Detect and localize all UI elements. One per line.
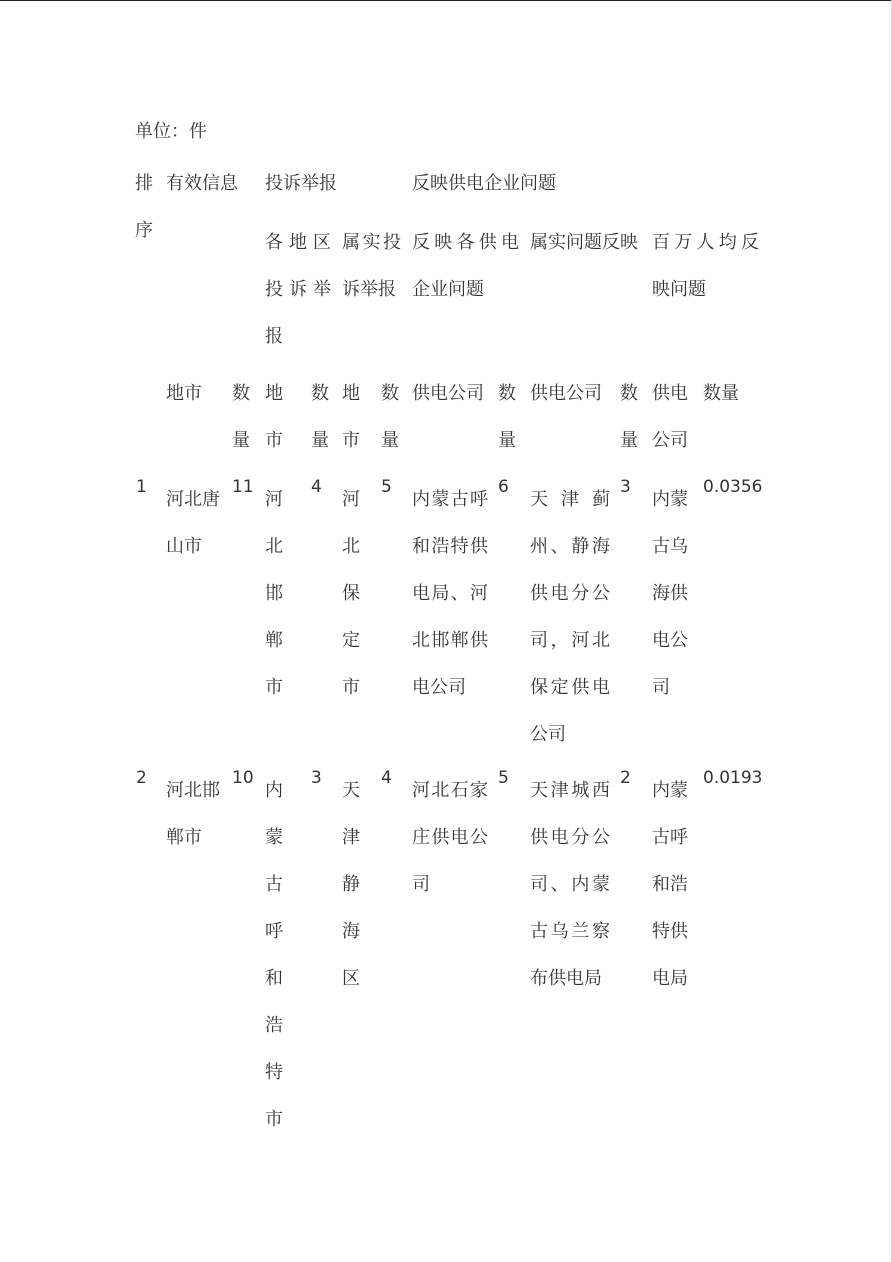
row-2-valid-city: 河北邯 郸市 [166, 780, 220, 848]
unit-label: 单位：件 [135, 121, 207, 142]
row-2-per-million-value: 0.0193 [703, 768, 763, 788]
row-1-complaint-count: 4 [311, 477, 322, 497]
row-2-verified-count: 4 [381, 768, 392, 788]
row-1-verified-count: 5 [381, 477, 392, 497]
verified-problems-header: 属实问题反映 [530, 232, 638, 253]
sub-city-3: 地 市 [342, 383, 360, 451]
row-1-verified-city: 河 北 保 定 市 [342, 489, 360, 698]
valid-info-header: 有效信息 [166, 173, 238, 194]
sub-company-3: 供电 公司 [652, 383, 688, 451]
supply-problems-header: 反映供电企业问题 [412, 173, 556, 194]
row-2-verified-problem-count: 2 [620, 768, 631, 788]
row-1-valid-city: 河北唐 山市 [166, 489, 220, 557]
sub-count-5: 数 量 [620, 383, 638, 451]
sub-city-2: 地 市 [265, 383, 283, 451]
complaints-header: 投诉举报 [265, 173, 337, 194]
sub-company-2: 供电公司 [530, 383, 602, 404]
row-2-problem-company: 河北石家 庄供电公 司 [412, 780, 488, 895]
row-1-rank: 1 [136, 477, 147, 497]
row-2-verified-city: 天 津 静 海 区 [342, 780, 360, 989]
row-1-problem-company: 内蒙古呼 和浩特供 电局、河 北邯郸供 电公司 [412, 489, 488, 698]
rank-header: 排 序 [135, 173, 153, 241]
region-complaints-header: 各地区 投诉举 报 [265, 232, 331, 347]
sub-count-3: 数 量 [381, 383, 399, 451]
row-2-problem-count: 5 [498, 768, 509, 788]
sub-amount: 数量 [703, 383, 739, 404]
row-1-valid-count: 11 [232, 477, 254, 497]
row-2-complaint-count: 3 [311, 768, 322, 788]
sub-company-1: 供电公司 [412, 383, 484, 404]
row-1-problem-count: 6 [498, 477, 509, 497]
row-2-complaint-city: 内 蒙 古 呼 和 浩 特 市 [265, 780, 283, 1130]
row-2-rank: 2 [136, 768, 147, 788]
row-1-complaint-city: 河 北 邯 郸 市 [265, 489, 283, 698]
row-2-verified-company: 天津城西 供电分公 司、内蒙 古乌兰察 布供电局 [530, 780, 610, 989]
sub-count-2: 数 量 [311, 383, 329, 451]
sub-count-1: 数 量 [232, 383, 250, 451]
sub-city-1: 地市 [166, 383, 202, 404]
verified-complaints-header: 属实投 诉举报 [342, 232, 401, 300]
row-1-verified-company: 天津蓟 州、静海 供电分公 司，河北 保定供电 公司 [530, 489, 610, 745]
row-1-verified-problem-count: 3 [620, 477, 631, 497]
row-2-per-million-company: 内蒙 古呼 和浩 特供 电局 [652, 780, 688, 989]
sub-count-4: 数 量 [498, 383, 516, 451]
row-1-per-million-company: 内蒙 古乌 海供 电公 司 [652, 489, 688, 698]
top-border [0, 0, 892, 1]
per-million-header: 百万人均反 映问题 [652, 232, 759, 300]
row-2-valid-count: 10 [232, 768, 254, 788]
company-problems-header: 反映各供电 企业问题 [412, 232, 519, 300]
row-1-per-million-value: 0.0356 [703, 477, 763, 497]
